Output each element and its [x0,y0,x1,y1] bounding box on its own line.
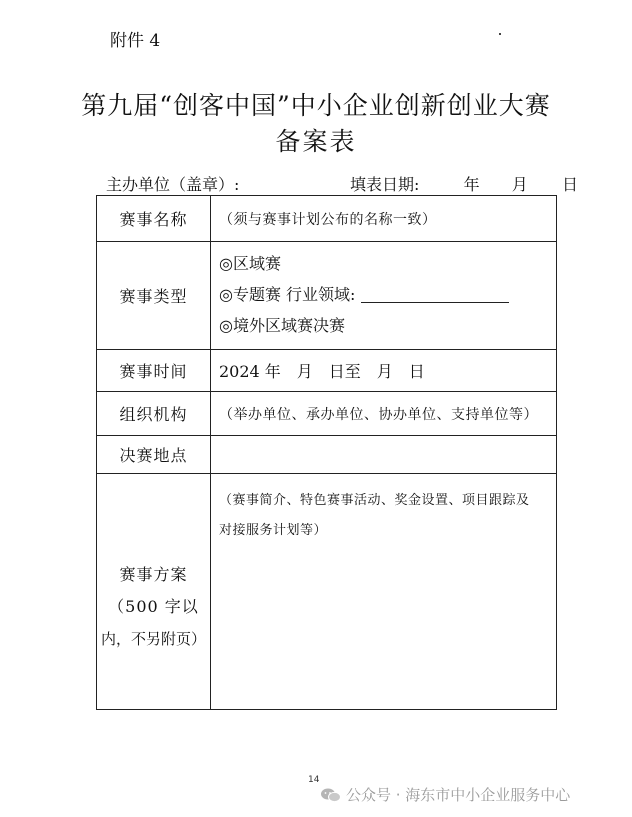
event-type-label: 赛事类型 [97,242,211,350]
watermark-text: 公众号 · 海东市中小企业服务中心 [346,786,571,804]
row-final-venue [97,436,557,474]
final-venue-field[interactable] [211,436,557,474]
organization-field[interactable]: （举办单位、承办单位、协办单位、支持单位等） [211,392,557,436]
event-plan-note-line2: 对接服务计划等） [219,523,328,538]
option-overseas[interactable]: ◎境外区域赛决赛 [219,316,345,335]
row-organizer [97,392,557,436]
wechat-icon [320,787,342,803]
fill-date [350,172,578,195]
final-venue-label: 决赛地点 [97,436,211,474]
event-time-label: 赛事时间 [97,350,211,392]
row-event-name [97,196,557,242]
day-unit: 日 [562,175,579,194]
event-plan-label-line1: 赛事方案 [119,564,188,584]
row-event-plan [97,474,557,710]
option-thematic[interactable] [219,282,556,305]
row-event-time [97,350,557,392]
organizer-label: 主办单位（盖章）: [106,175,240,194]
organization-label: 组织机构 [97,392,211,436]
row-event-type [97,242,557,350]
industry-field-blank[interactable] [361,288,509,303]
form-title: 第九届“创客中国”中小企业创新创业大赛 [81,91,551,120]
registration-table [96,195,557,710]
scan-dot [499,33,501,35]
event-plan-label-line2: （500 字以 [108,596,199,616]
page-number: 14 [308,775,320,785]
form-subtitle: 备案表 [275,127,357,156]
event-name-field[interactable]: （须与赛事计划公布的名称一致） [211,196,557,242]
fill-date-label: 填表日期: [350,175,420,194]
event-type-options [211,242,557,350]
month-unit: 月 [511,175,528,194]
option-thematic-label: ◎专题赛 行业领域: [219,285,356,304]
event-time-field[interactable]: 2024 年 月 日至 月 日 [211,350,557,392]
event-name-label: 赛事名称 [97,196,211,242]
attachment-label: 附件 4 [110,31,161,51]
event-plan-label [97,474,211,710]
event-plan-field[interactable] [211,474,557,710]
event-plan-label-line3: 内，不另附页） [100,629,206,648]
year-unit: 年 [463,175,480,194]
option-regional[interactable]: ◎区域赛 [219,254,281,273]
event-plan-note-line1: （赛事简介、特色赛事活动、奖金设置、项目跟踪及 [219,493,530,508]
